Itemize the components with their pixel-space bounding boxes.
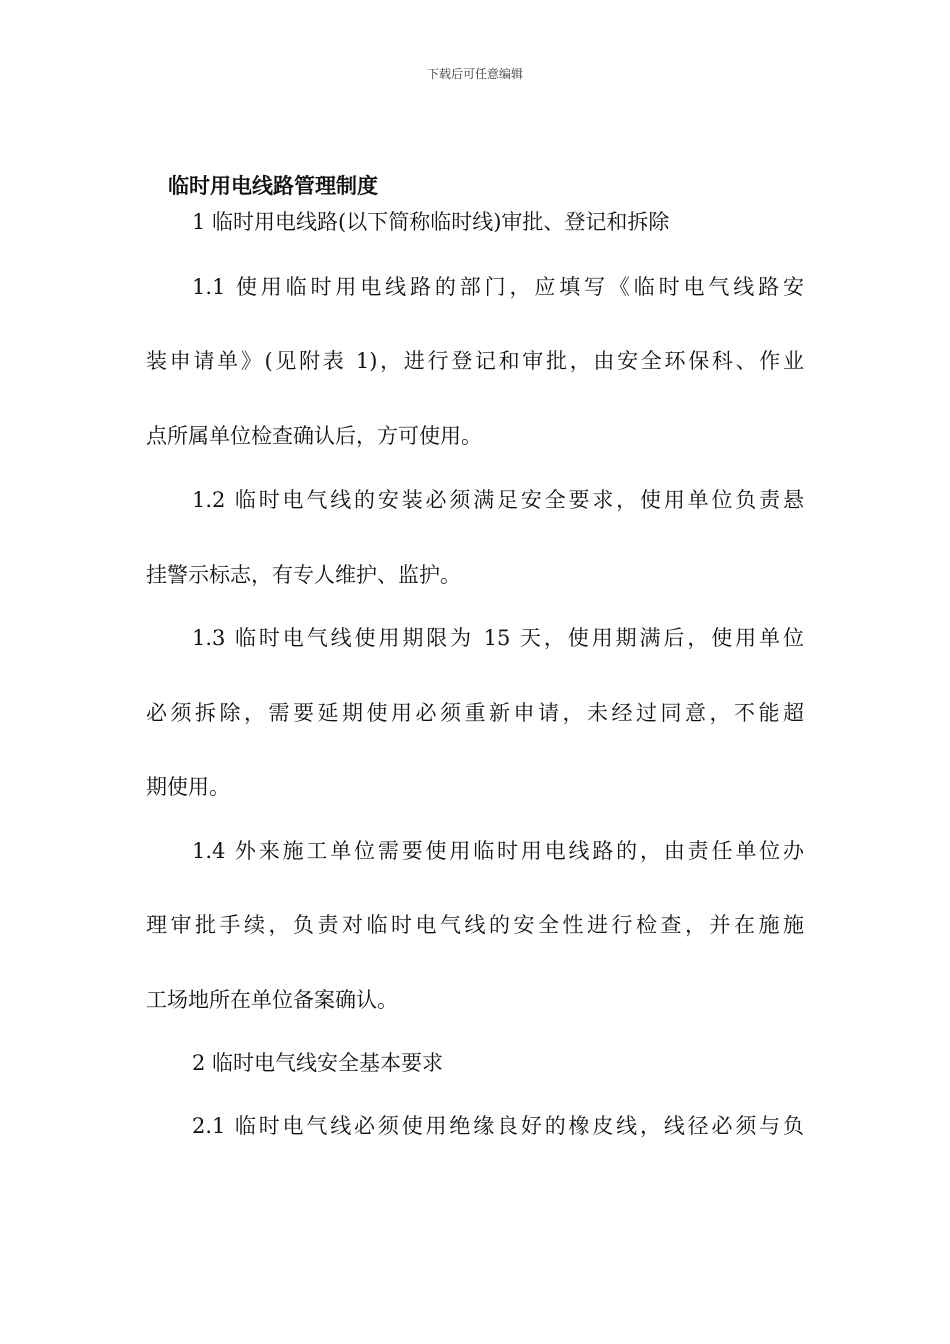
- paragraph-line: 装申请单》(见附表 1)，进行登记和审批，由安全环保科、作业: [146, 349, 804, 373]
- paragraph-line: 1.4 外来施工单位需要使用临时用电线路的，由责任单位办: [192, 839, 804, 863]
- paragraph-line: 1.3 临时电气线使用期限为 15 天，使用期满后，使用单位: [192, 626, 804, 650]
- page-header-note: 下载后可任意编辑: [426, 67, 523, 81]
- paragraph-line: 挂警示标志，有专人维护、监护。: [146, 563, 461, 587]
- section-heading: 1 临时用电线路(以下简称临时线)审批、登记和拆除: [192, 210, 670, 234]
- document-title: 临时用电线路管理制度: [168, 174, 378, 198]
- paragraph-line: 工场地所在单位备案确认。: [146, 988, 398, 1012]
- paragraph-line: 1.2 临时电气线的安装必须满足安全要求，使用单位负责悬: [192, 488, 804, 512]
- paragraph-line: 点所属单位检查确认后，方可使用。: [146, 424, 482, 448]
- paragraph-line: 1.1 使用临时用电线路的部门，应填写《临时电气线路安: [192, 275, 804, 299]
- paragraph-line: 2.1 临时电气线必须使用绝缘良好的橡皮线，线径必须与负: [192, 1114, 804, 1138]
- paragraph-line: 必须拆除，需要延期使用必须重新申请，未经过同意，不能超: [146, 701, 804, 725]
- paragraph-line: 期使用。: [146, 775, 230, 799]
- section-heading: 2 临时电气线安全基本要求: [192, 1051, 444, 1075]
- paragraph-line: 理审批手续，负责对临时电气线的安全性进行检查，并在施施: [146, 913, 804, 937]
